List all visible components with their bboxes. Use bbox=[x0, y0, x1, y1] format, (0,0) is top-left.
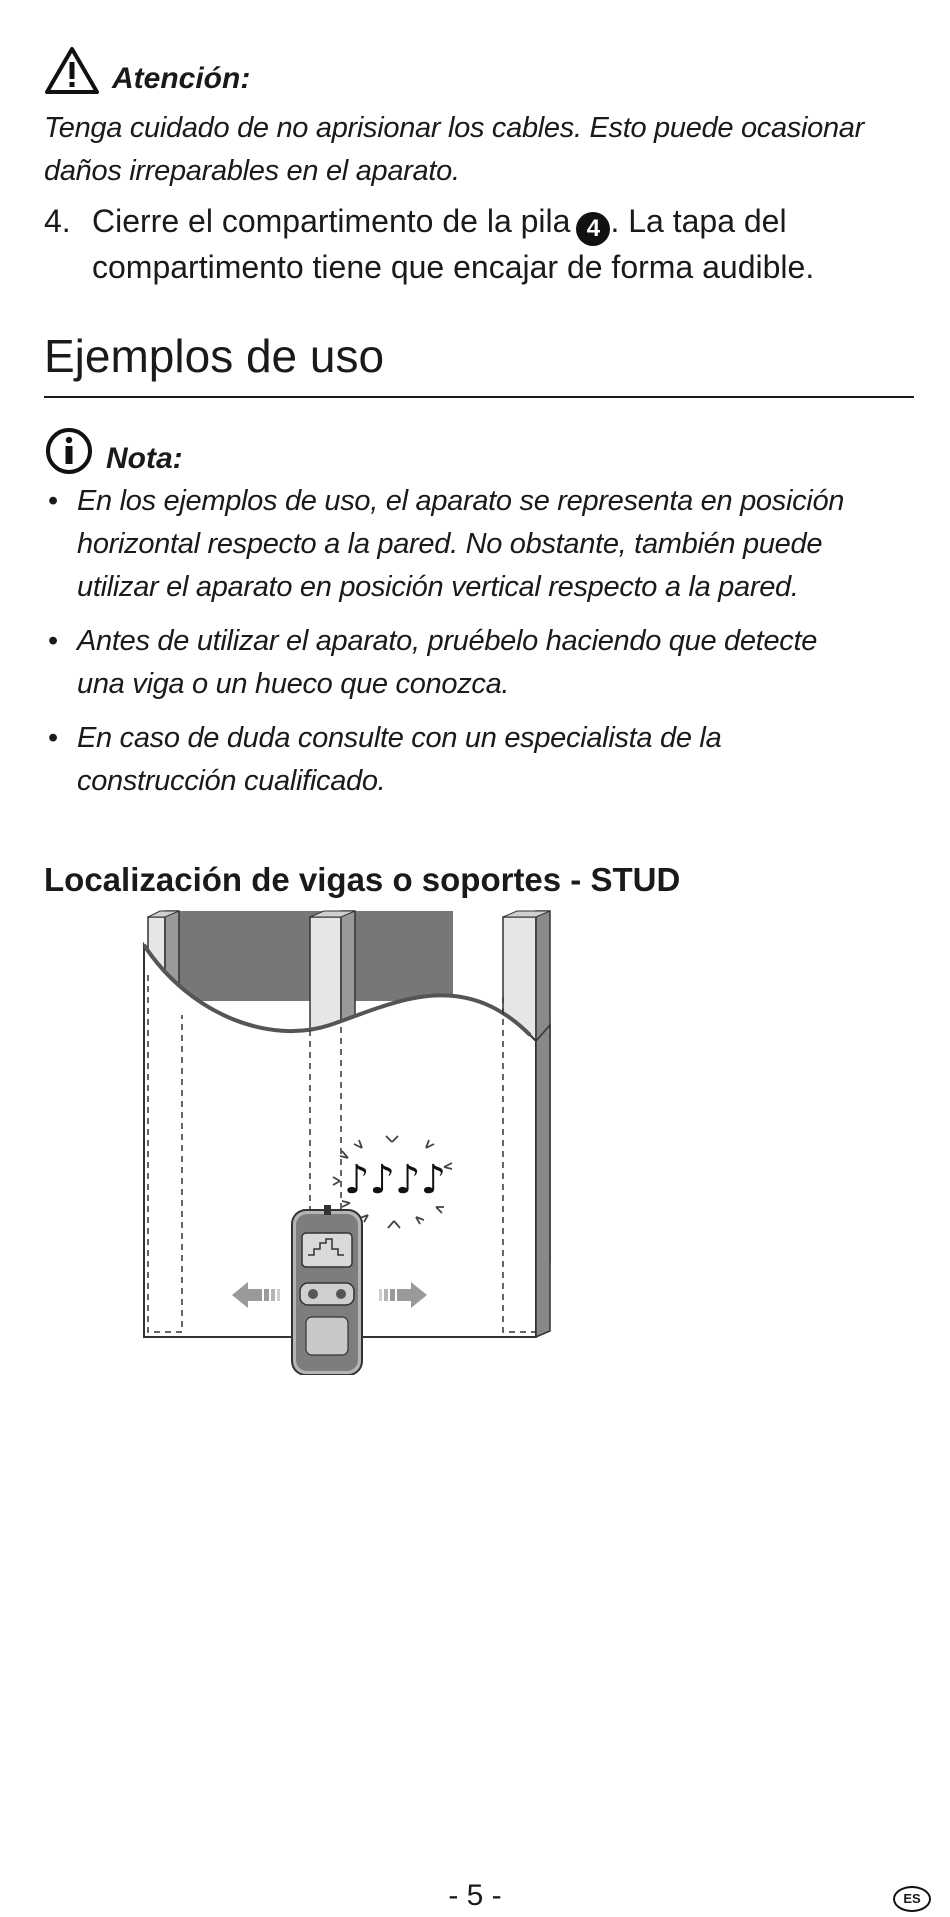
list-item bbox=[44, 480, 919, 609]
bullet-dot: • bbox=[48, 625, 58, 657]
sound-notes: ♪♪♪♪ bbox=[344, 1157, 447, 1203]
list-item bbox=[44, 620, 919, 706]
note-bullet-list bbox=[44, 480, 919, 814]
step-item bbox=[44, 200, 914, 289]
info-circle-icon bbox=[44, 426, 94, 476]
step-text-after: . La tapa del bbox=[610, 203, 787, 239]
detector-center-notch bbox=[324, 1205, 331, 1215]
attention-line: Tenga cuidado de no aprisionar los cables. Esto puede ocasionar bbox=[44, 112, 864, 144]
bullet-dot: • bbox=[48, 722, 58, 754]
drywall-edge bbox=[536, 1025, 550, 1337]
section-divider bbox=[44, 396, 914, 398]
list-item bbox=[44, 717, 919, 803]
bullet-line: una viga o un hueco que conozca. bbox=[77, 668, 510, 700]
bullet-line: utilizar el aparato en posición vertical respecto a la pared. bbox=[77, 571, 799, 603]
attention-line: daños irreparables en el aparato. bbox=[44, 155, 460, 187]
detector-button bbox=[308, 1289, 318, 1299]
stud-detector-wall-illustration bbox=[130, 905, 560, 1375]
bullet-line: En caso de duda consulte con un especialista de la bbox=[77, 722, 722, 754]
step-text-before: Cierre el compartimento de la pila bbox=[92, 203, 571, 239]
note-heading bbox=[44, 426, 183, 476]
attention-text bbox=[44, 107, 914, 193]
step-text-line2: compartimento tiene que encajar de forma audible. bbox=[92, 249, 815, 285]
detector-button bbox=[336, 1289, 346, 1299]
step-text bbox=[92, 200, 914, 289]
note-label: Nota: bbox=[106, 442, 183, 475]
bullet-dot: • bbox=[48, 485, 58, 517]
warning-triangle-icon bbox=[44, 46, 100, 96]
language-badge: ES bbox=[893, 1886, 931, 1912]
attention-label: Atención: bbox=[112, 62, 251, 95]
bullet-line: En los ejemplos de uso, el aparato se representa en posición bbox=[77, 485, 845, 517]
bullet-line: construcción cualificado. bbox=[77, 765, 386, 797]
battery-compartment-ref-badge: 4 bbox=[576, 212, 610, 246]
bullet-line: horizontal respecto a la pared. No obstante, también puede bbox=[77, 528, 823, 560]
page-number: - 5 - bbox=[448, 1879, 502, 1912]
subsection-title: Localización de vigas o soportes - STUD bbox=[44, 861, 681, 898]
bullet-line: Antes de utilizar el aparato, pruébelo haciendo que detecte bbox=[77, 625, 818, 657]
section-title: Ejemplos de uso bbox=[44, 330, 385, 382]
wall-cavity bbox=[165, 911, 453, 1001]
step-number: 4. bbox=[44, 203, 71, 239]
stud-detector-device bbox=[292, 1205, 362, 1375]
attention-heading bbox=[44, 46, 250, 96]
detector-display bbox=[302, 1233, 352, 1267]
